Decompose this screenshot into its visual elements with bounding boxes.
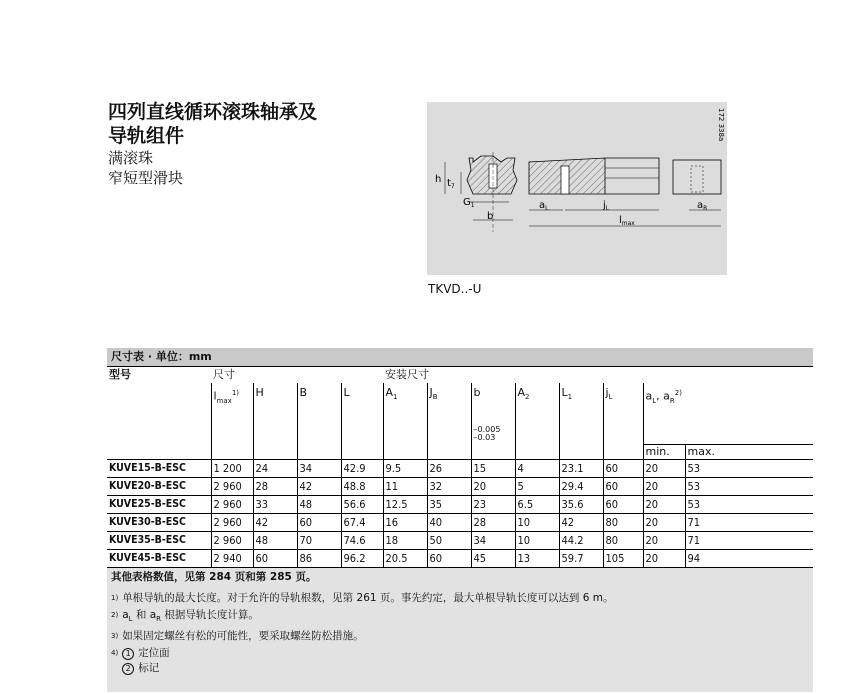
cell-A1: 12.5 (383, 496, 427, 514)
col-L1: $L_1$ (559, 383, 603, 445)
cell-JB: 32 (427, 478, 471, 496)
footnote-4: 4) 1 定位面 2 标记 (111, 647, 170, 675)
label-aL: $a_L$ (539, 200, 549, 212)
cell-H: 33 (253, 496, 297, 514)
side-bolt-hole (561, 166, 569, 194)
cell-L: 67.4 (341, 514, 383, 532)
label-t7: $t_7$ (447, 178, 455, 190)
cell-b: 23 (471, 496, 515, 514)
subtitle-narrow-short: 窄短型滑块 (108, 169, 184, 187)
cell-A1: 16 (383, 514, 427, 532)
cell-max: 53 (685, 478, 813, 496)
cell-L: 56.6 (341, 496, 383, 514)
cell-H: 48 (253, 532, 297, 550)
col-A1: $A_1$ (383, 383, 427, 445)
footnote-1: 1) 单根导轨的最大长度。对于允许的导轨根数，见第 261 页。事先约定，最大单根导轨长度可以达到 6 m。 (111, 592, 614, 604)
cell-max: 71 (685, 514, 813, 532)
cell-B: 70 (297, 532, 341, 550)
group-mount: 安装尺寸 (383, 367, 813, 384)
model-cell: KUVE20-B-ESC (107, 478, 211, 496)
cell-H: 42 (253, 514, 297, 532)
col-b: b –0.005 –0.03 (471, 383, 515, 445)
cell-b: 28 (471, 514, 515, 532)
marker-positioning-face: 1 定位面 (122, 647, 170, 659)
cell-A1: 18 (383, 532, 427, 550)
cell-H: 28 (253, 478, 297, 496)
cell-jL: 80 (603, 514, 643, 532)
col-min: min. (643, 445, 685, 460)
col-JB: $J_B$ (427, 383, 471, 445)
cell-H: 24 (253, 460, 297, 478)
table-row (107, 532, 813, 550)
b-tolerance-lower: –0.03 (473, 433, 496, 442)
cell-min: 20 (643, 496, 685, 514)
cell-A2: 13 (515, 550, 559, 568)
cell-JB: 26 (427, 460, 471, 478)
cell-A1: 9.5 (383, 460, 427, 478)
cell-lmax: 2 960 (211, 532, 253, 550)
cell-min: 20 (643, 478, 685, 496)
title-block (108, 100, 408, 188)
label-lmax: $l_{max}$ (619, 215, 635, 227)
cell-L: 48.8 (341, 478, 383, 496)
dimensions-table (107, 366, 813, 568)
cell-jL: 60 (603, 460, 643, 478)
cell-min: 20 (643, 532, 685, 550)
cell-L1: 35.6 (559, 496, 603, 514)
cell-A2: 5 (515, 478, 559, 496)
cell-max: 71 (685, 532, 813, 550)
col-aL-aR: $a_L$, $a_R^{2)}$ (643, 383, 813, 445)
cell-JB: 50 (427, 532, 471, 550)
cell-B: 42 (297, 478, 341, 496)
cell-L1: 23.1 (559, 460, 603, 478)
col-model: 型号 (107, 367, 211, 384)
cell-B: 86 (297, 550, 341, 568)
b-tolerance-upper: –0.005 (473, 425, 501, 434)
subtitle-full-ball: 满滚珠 (108, 149, 154, 167)
cell-lmax: 1 200 (211, 460, 253, 478)
cell-A2: 10 (515, 532, 559, 550)
col-L: L (341, 383, 383, 445)
cell-lmax: 2 940 (211, 550, 253, 568)
cell-A1: 11 (383, 478, 427, 496)
cell-A1: 20.5 (383, 550, 427, 568)
technical-drawing (427, 102, 727, 275)
cell-min: 20 (643, 460, 685, 478)
cell-A2: 4 (515, 460, 559, 478)
drawing-svg (427, 102, 727, 275)
cell-B: 48 (297, 496, 341, 514)
cell-L: 96.2 (341, 550, 383, 568)
model-cell: KUVE15-B-ESC (107, 460, 211, 478)
cell-b: 20 (471, 478, 515, 496)
page-title: 四列直线循环滚珠轴承及 (108, 101, 318, 123)
cell-L: 42.9 (341, 460, 383, 478)
col-jL: $j_L$ (603, 383, 643, 445)
cell-min: 20 (643, 550, 685, 568)
table-row (107, 496, 813, 514)
group-size: 尺寸 (211, 367, 383, 384)
col-lmax: $l_{max}^{1)}$ (211, 383, 253, 445)
cell-b: 15 (471, 460, 515, 478)
model-cell: KUVE45-B-ESC (107, 550, 211, 568)
col-max: max. (685, 445, 813, 460)
cell-B: 60 (297, 514, 341, 532)
model-cell: KUVE35-B-ESC (107, 532, 211, 550)
cell-jL: 60 (603, 478, 643, 496)
cell-jL: 60 (603, 496, 643, 514)
dimension-table (107, 348, 813, 692)
cell-max: 53 (685, 496, 813, 514)
cell-max: 94 (685, 550, 813, 568)
footnote-2: 2) $a_L$ 和 $a_R$ 根据导轨长度计算。 (111, 609, 259, 624)
cell-L1: 29.4 (559, 478, 603, 496)
label-G1: $G_1$ (463, 197, 475, 209)
table-body (107, 460, 813, 568)
cell-L1: 44.2 (559, 532, 603, 550)
drawing-code: 172 338a (717, 108, 725, 142)
cell-lmax: 2 960 (211, 478, 253, 496)
table-row (107, 550, 813, 568)
cell-b: 34 (471, 532, 515, 550)
note-more-values: 其他表格数值，见第 284 页和第 285 页。 (111, 571, 317, 583)
label-h: h (435, 174, 442, 185)
table-row (107, 478, 813, 496)
cell-min: 20 (643, 514, 685, 532)
cell-A2: 10 (515, 514, 559, 532)
cell-A2: 6.5 (515, 496, 559, 514)
cell-H: 60 (253, 550, 297, 568)
notes-section (107, 568, 813, 692)
col-A2: $A_2$ (515, 383, 559, 445)
cell-B: 34 (297, 460, 341, 478)
footnote-3: 3) 如果固定螺丝有松的可能性，要采取螺丝防松措施。 (111, 630, 364, 643)
table-row (107, 460, 813, 478)
marker-mark: 2 标记 (122, 662, 159, 674)
label-b: b (487, 211, 494, 222)
model-cell: KUVE30-B-ESC (107, 514, 211, 532)
cell-lmax: 2 960 (211, 514, 253, 532)
model-cell: KUVE25-B-ESC (107, 496, 211, 514)
col-H: H (253, 383, 297, 445)
cell-JB: 40 (427, 514, 471, 532)
drawing-caption: TKVD..-U (428, 282, 482, 296)
cell-lmax: 2 960 (211, 496, 253, 514)
cell-max: 53 (685, 460, 813, 478)
unit-bar: 尺寸表 · 单位：mm (107, 348, 813, 366)
label-jL: $j_L$ (603, 200, 610, 212)
page-title-line2: 导轨组件 (108, 125, 185, 147)
label-aR: $a_R$ (697, 200, 708, 212)
cell-JB: 35 (427, 496, 471, 514)
cell-L1: 59.7 (559, 550, 603, 568)
col-B: B (297, 383, 341, 445)
cell-jL: 80 (603, 532, 643, 550)
cell-JB: 60 (427, 550, 471, 568)
table-row (107, 514, 813, 532)
cell-jL: 105 (603, 550, 643, 568)
cell-b: 45 (471, 550, 515, 568)
cell-L1: 42 (559, 514, 603, 532)
rail-end-view (673, 160, 721, 194)
cell-L: 74.6 (341, 532, 383, 550)
